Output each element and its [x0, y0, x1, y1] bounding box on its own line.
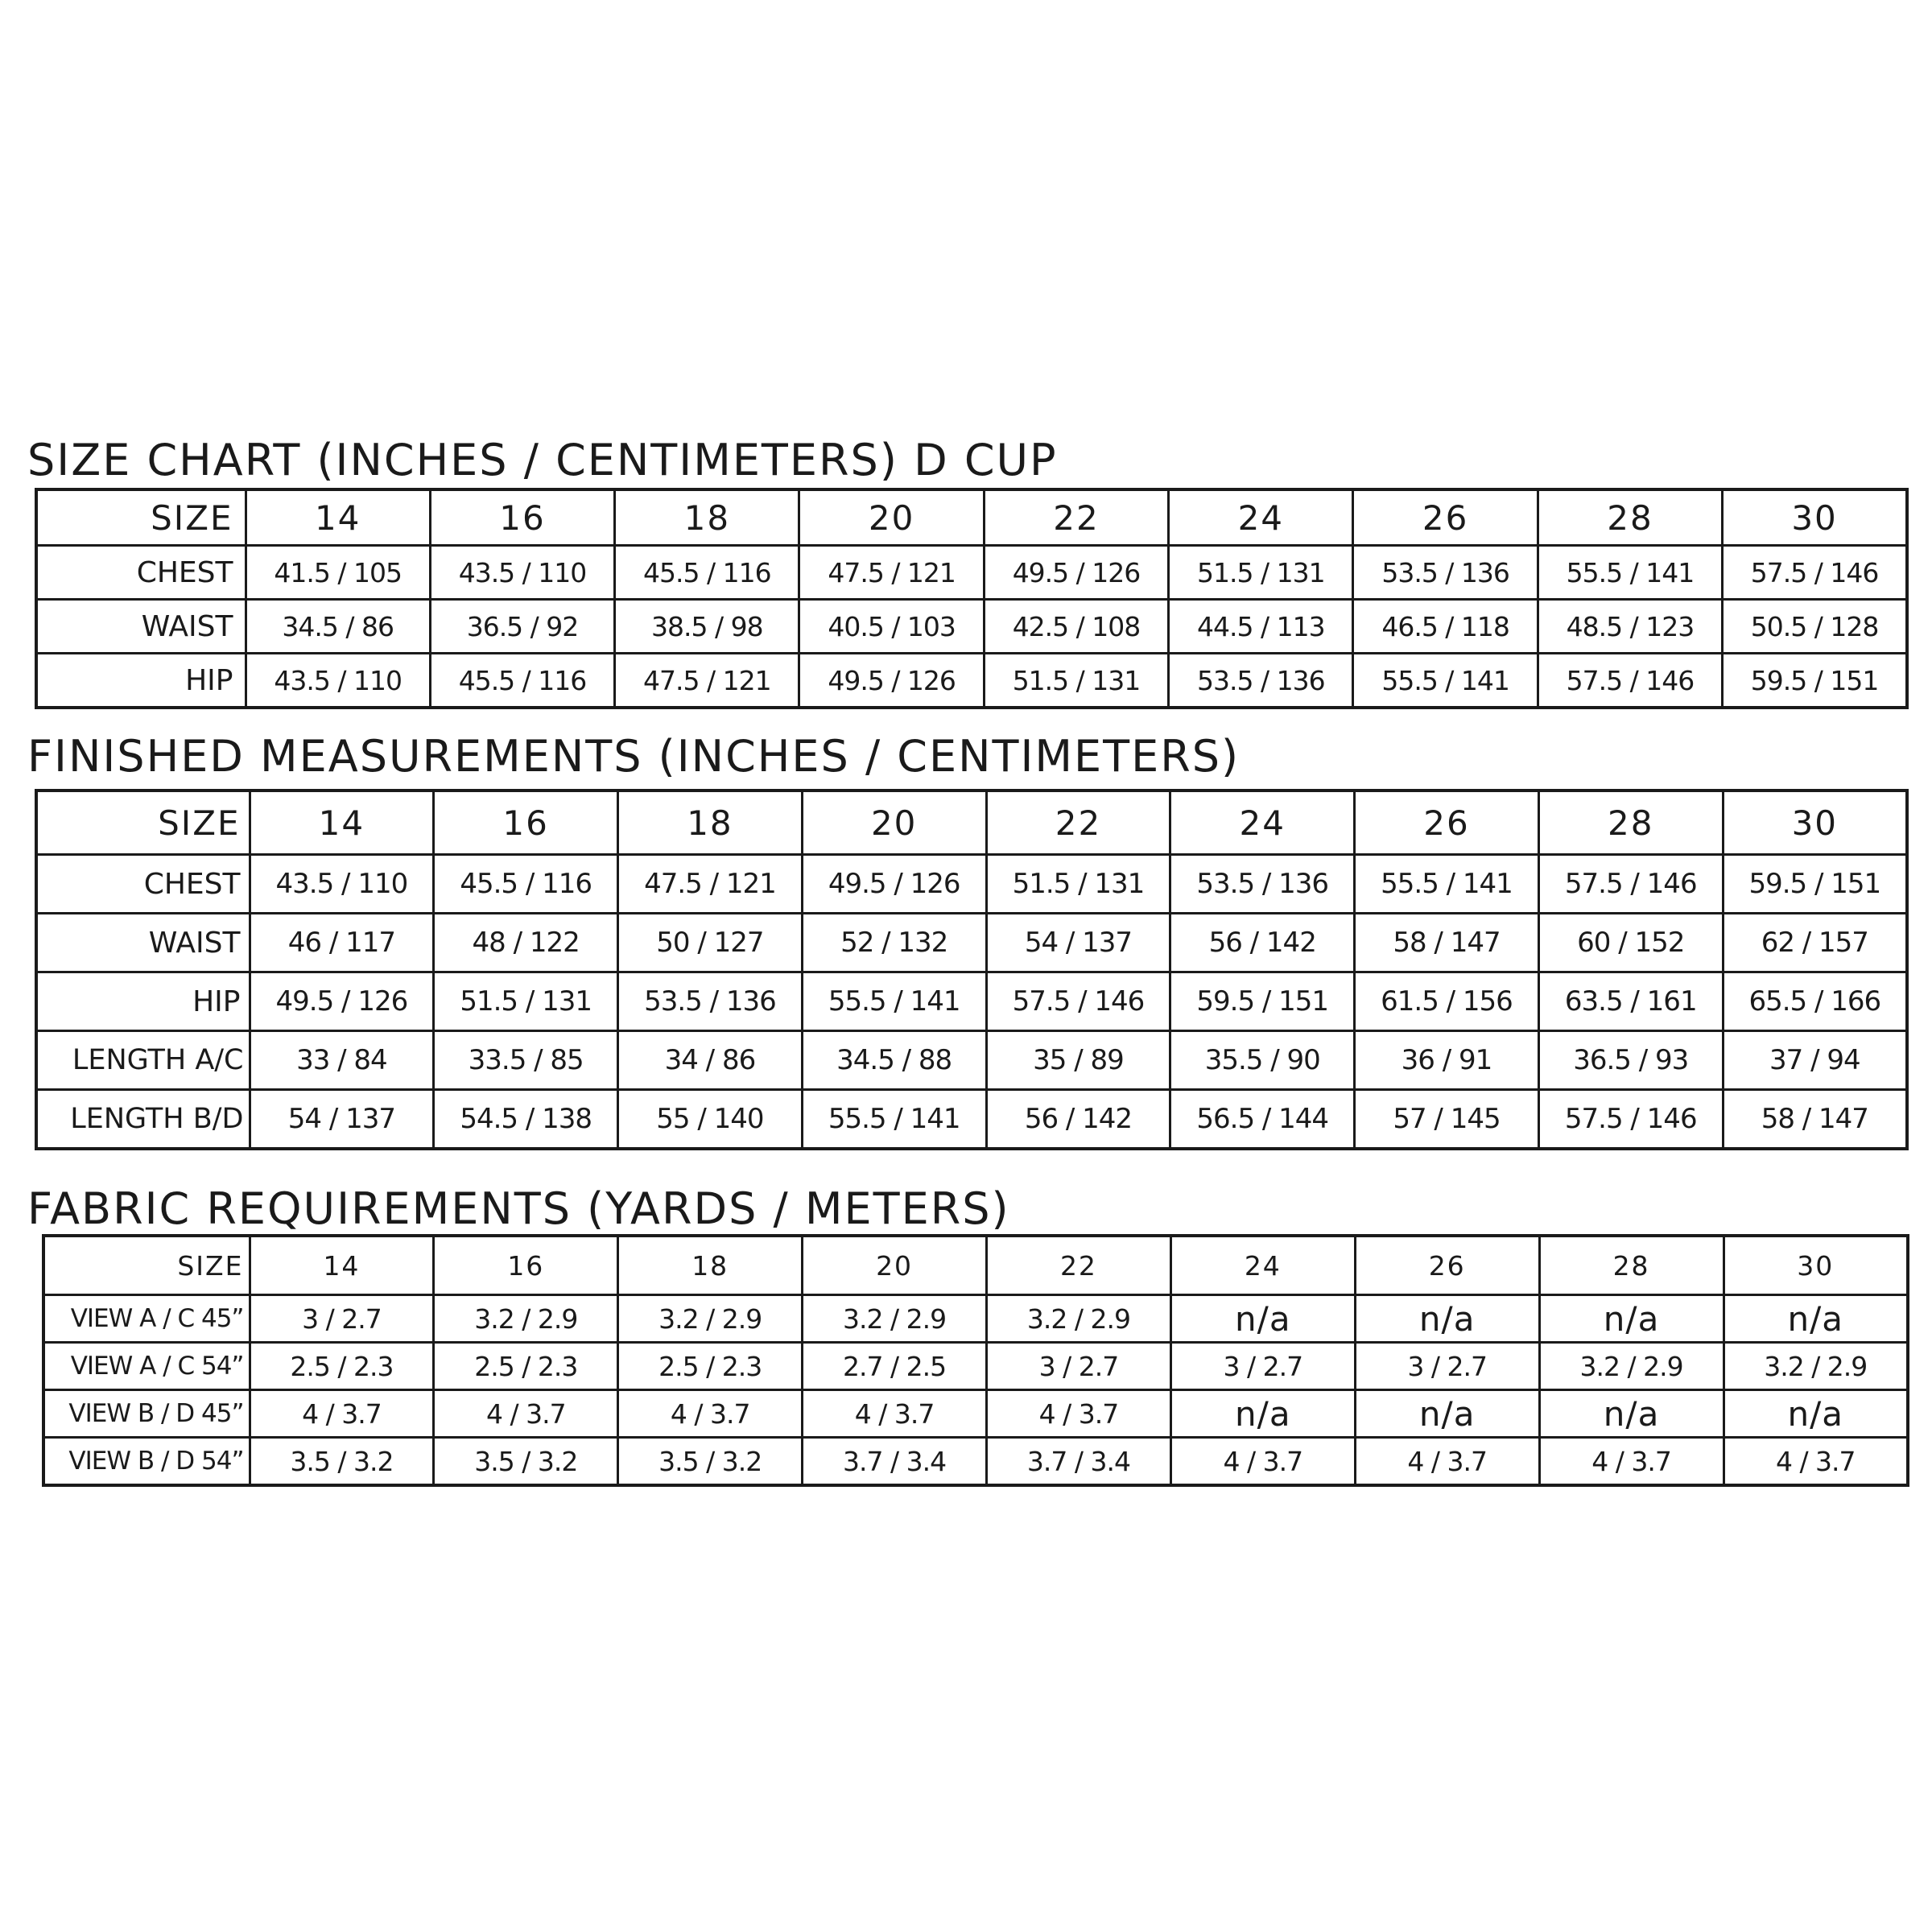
- table-cell: 2.7 / 2.5: [803, 1343, 987, 1390]
- table-cell: 58 / 147: [1355, 914, 1539, 972]
- table-cell: 58 / 147: [1723, 1090, 1907, 1150]
- table-cell: 54.5 / 138: [434, 1090, 618, 1150]
- row-label: CHEST: [36, 855, 250, 914]
- table-cell: 45.5 / 116: [434, 855, 618, 914]
- finished-header-label: SIZE: [36, 791, 250, 855]
- table-cell: 49.5 / 126: [802, 855, 986, 914]
- finished-row-length-bd: [36, 1090, 1907, 1150]
- table-cell: 3 / 2.7: [1355, 1343, 1539, 1390]
- table-cell: 50 / 127: [618, 914, 803, 972]
- finished-size: 22: [986, 791, 1170, 855]
- fabric-size: 24: [1170, 1236, 1355, 1295]
- row-label: VIEW A / C 45”: [43, 1295, 250, 1343]
- row-label: LENGTH A/C: [36, 1031, 250, 1090]
- table-cell: 4 / 3.7: [1170, 1438, 1355, 1486]
- table-cell: 56.5 / 144: [1170, 1090, 1355, 1150]
- table-cell: 35.5 / 90: [1170, 1031, 1355, 1090]
- row-label: LENGTH B/D: [36, 1090, 250, 1150]
- size-chart-table: [35, 488, 1909, 709]
- size-chart-size: 28: [1538, 489, 1722, 546]
- size-chart-size: 26: [1353, 489, 1538, 546]
- table-cell: 47.5 / 121: [615, 654, 799, 708]
- fabric-requirements-title: FABRIC REQUIREMENTS (YARDS / METERS): [27, 1183, 1010, 1234]
- size-chart-title: SIZE CHART (INCHES / CENTIMETERS) D CUP: [27, 435, 1058, 485]
- table-cell: 3.2 / 2.9: [1724, 1343, 1908, 1390]
- table-cell: 34 / 86: [618, 1031, 803, 1090]
- fabric-requirements-table: [42, 1234, 1909, 1487]
- table-cell: 3.5 / 3.2: [250, 1438, 434, 1486]
- table-cell: 47.5 / 121: [799, 546, 984, 600]
- fabric-row-view-ac-45: [43, 1295, 1908, 1343]
- table-cell: 44.5 / 113: [1169, 600, 1353, 654]
- table-cell: 53.5 / 136: [1170, 855, 1355, 914]
- table-cell: 3.2 / 2.9: [803, 1295, 987, 1343]
- table-cell: 55.5 / 141: [1353, 654, 1538, 708]
- table-cell: 61.5 / 156: [1355, 972, 1539, 1031]
- table-cell: 3.7 / 3.4: [803, 1438, 987, 1486]
- finished-size: 26: [1355, 791, 1539, 855]
- table-cell: 40.5 / 103: [799, 600, 984, 654]
- table-cell: 3.2 / 2.9: [618, 1295, 803, 1343]
- table-cell: n/a: [1355, 1390, 1539, 1438]
- finished-size: 16: [434, 791, 618, 855]
- fabric-size: 16: [434, 1236, 618, 1295]
- table-cell: 4 / 3.7: [434, 1390, 618, 1438]
- table-cell: 4 / 3.7: [1724, 1438, 1908, 1486]
- row-label: VIEW B / D 54”: [43, 1438, 250, 1486]
- table-cell: 3.5 / 3.2: [618, 1438, 803, 1486]
- size-chart-row-hip: [36, 654, 1907, 708]
- table-cell: 55.5 / 141: [1355, 855, 1539, 914]
- table-cell: 48.5 / 123: [1538, 600, 1722, 654]
- table-cell: 42.5 / 108: [984, 600, 1168, 654]
- finished-measurements-table: [35, 789, 1909, 1150]
- table-cell: 41.5 / 105: [246, 546, 430, 600]
- size-chart-row-chest: [36, 546, 1907, 600]
- table-cell: 36.5 / 92: [430, 600, 614, 654]
- finished-size: 30: [1723, 791, 1907, 855]
- table-cell: 35 / 89: [986, 1031, 1170, 1090]
- table-cell: 4 / 3.7: [1539, 1438, 1724, 1486]
- table-cell: 55.5 / 141: [802, 1090, 986, 1150]
- fabric-size: 22: [987, 1236, 1171, 1295]
- table-cell: 56 / 142: [1170, 914, 1355, 972]
- table-cell: 57.5 / 146: [986, 972, 1170, 1031]
- table-cell: 4 / 3.7: [987, 1390, 1171, 1438]
- size-chart-size: 14: [246, 489, 430, 546]
- size-chart-size: 18: [615, 489, 799, 546]
- table-cell: 37 / 94: [1723, 1031, 1907, 1090]
- fabric-header-label: SIZE: [43, 1236, 250, 1295]
- fabric-size: 28: [1539, 1236, 1724, 1295]
- table-cell: 57.5 / 146: [1538, 1090, 1723, 1150]
- table-cell: 46 / 117: [250, 914, 434, 972]
- finished-measurements-title: FINISHED MEASUREMENTS (INCHES / CENTIMETERS): [27, 731, 1241, 782]
- table-cell: n/a: [1539, 1390, 1724, 1438]
- table-cell: 63.5 / 161: [1538, 972, 1723, 1031]
- table-cell: 4 / 3.7: [250, 1390, 434, 1438]
- table-cell: 48 / 122: [434, 914, 618, 972]
- table-cell: 59.5 / 151: [1170, 972, 1355, 1031]
- table-cell: 52 / 132: [802, 914, 986, 972]
- table-cell: 33 / 84: [250, 1031, 434, 1090]
- table-cell: 51.5 / 131: [1169, 546, 1353, 600]
- table-cell: n/a: [1170, 1390, 1355, 1438]
- row-label: CHEST: [36, 546, 246, 600]
- table-cell: 3.2 / 2.9: [987, 1295, 1171, 1343]
- row-label: HIP: [36, 972, 250, 1031]
- table-cell: 53.5 / 136: [1169, 654, 1353, 708]
- table-cell: 55 / 140: [618, 1090, 803, 1150]
- finished-size: 14: [250, 791, 434, 855]
- finished-size: 24: [1170, 791, 1355, 855]
- table-cell: 4 / 3.7: [1355, 1438, 1539, 1486]
- table-cell: 59.5 / 151: [1723, 654, 1907, 708]
- finished-header-row: [36, 791, 1907, 855]
- table-cell: 3 / 2.7: [1170, 1343, 1355, 1390]
- size-chart-header-row: [36, 489, 1907, 546]
- table-cell: n/a: [1724, 1390, 1908, 1438]
- row-label: HIP: [36, 654, 246, 708]
- table-cell: n/a: [1355, 1295, 1539, 1343]
- fabric-size: 26: [1355, 1236, 1539, 1295]
- table-cell: 3 / 2.7: [250, 1295, 434, 1343]
- table-cell: 36 / 91: [1355, 1031, 1539, 1090]
- size-chart-row-waist: [36, 600, 1907, 654]
- table-cell: 54 / 137: [986, 914, 1170, 972]
- fabric-row-view-bd-45: [43, 1390, 1908, 1438]
- table-cell: n/a: [1724, 1295, 1908, 1343]
- row-label: VIEW A / C 54”: [43, 1343, 250, 1390]
- size-chart-size: 30: [1723, 489, 1907, 546]
- size-chart-size: 20: [799, 489, 984, 546]
- table-cell: 57.5 / 146: [1538, 654, 1722, 708]
- fabric-size: 30: [1724, 1236, 1908, 1295]
- table-cell: 3.7 / 3.4: [987, 1438, 1171, 1486]
- table-cell: 55.5 / 141: [802, 972, 986, 1031]
- table-cell: 2.5 / 2.3: [250, 1343, 434, 1390]
- table-cell: 38.5 / 98: [615, 600, 799, 654]
- table-cell: 56 / 142: [986, 1090, 1170, 1150]
- finished-row-waist: [36, 914, 1907, 972]
- row-label: WAIST: [36, 914, 250, 972]
- table-cell: 55.5 / 141: [1538, 546, 1722, 600]
- finished-size: 20: [802, 791, 986, 855]
- table-cell: 3 / 2.7: [987, 1343, 1171, 1390]
- finished-size: 28: [1538, 791, 1723, 855]
- finished-size: 18: [618, 791, 803, 855]
- size-chart-header-label: SIZE: [36, 489, 246, 546]
- table-cell: 65.5 / 166: [1723, 972, 1907, 1031]
- table-cell: 45.5 / 116: [615, 546, 799, 600]
- table-cell: 50.5 / 128: [1723, 600, 1907, 654]
- table-cell: 49.5 / 126: [984, 546, 1168, 600]
- fabric-header-row: [43, 1236, 1908, 1295]
- table-cell: 43.5 / 110: [246, 654, 430, 708]
- table-cell: 51.5 / 131: [986, 855, 1170, 914]
- size-chart-size: 24: [1169, 489, 1353, 546]
- table-cell: 3.5 / 3.2: [434, 1438, 618, 1486]
- table-cell: 43.5 / 110: [430, 546, 614, 600]
- table-cell: 51.5 / 131: [434, 972, 618, 1031]
- size-chart-size: 22: [984, 489, 1168, 546]
- finished-row-chest: [36, 855, 1907, 914]
- table-cell: 57.5 / 146: [1723, 546, 1907, 600]
- table-cell: 53.5 / 136: [618, 972, 803, 1031]
- table-cell: 59.5 / 151: [1723, 855, 1907, 914]
- table-cell: 45.5 / 116: [430, 654, 614, 708]
- row-label: WAIST: [36, 600, 246, 654]
- finished-row-hip: [36, 972, 1907, 1031]
- table-cell: 34.5 / 88: [802, 1031, 986, 1090]
- table-cell: 33.5 / 85: [434, 1031, 618, 1090]
- table-cell: 53.5 / 136: [1353, 546, 1538, 600]
- table-cell: 2.5 / 2.3: [434, 1343, 618, 1390]
- row-label: VIEW B / D 45”: [43, 1390, 250, 1438]
- table-cell: 4 / 3.7: [803, 1390, 987, 1438]
- table-cell: 60 / 152: [1538, 914, 1723, 972]
- fabric-row-view-ac-54: [43, 1343, 1908, 1390]
- table-cell: 34.5 / 86: [246, 600, 430, 654]
- size-chart-size: 16: [430, 489, 614, 546]
- table-cell: 57 / 145: [1355, 1090, 1539, 1150]
- table-cell: 51.5 / 131: [984, 654, 1168, 708]
- fabric-size: 18: [618, 1236, 803, 1295]
- table-cell: 54 / 137: [250, 1090, 434, 1150]
- table-cell: 47.5 / 121: [618, 855, 803, 914]
- fabric-size: 20: [803, 1236, 987, 1295]
- fabric-row-view-bd-54: [43, 1438, 1908, 1486]
- table-cell: 3.2 / 2.9: [1539, 1343, 1724, 1390]
- table-cell: 4 / 3.7: [618, 1390, 803, 1438]
- table-cell: n/a: [1170, 1295, 1355, 1343]
- table-cell: 3.2 / 2.9: [434, 1295, 618, 1343]
- table-cell: 49.5 / 126: [799, 654, 984, 708]
- table-cell: 57.5 / 146: [1538, 855, 1723, 914]
- table-cell: 43.5 / 110: [250, 855, 434, 914]
- table-cell: 49.5 / 126: [250, 972, 434, 1031]
- fabric-size: 14: [250, 1236, 434, 1295]
- table-cell: 46.5 / 118: [1353, 600, 1538, 654]
- table-cell: n/a: [1539, 1295, 1724, 1343]
- table-cell: 62 / 157: [1723, 914, 1907, 972]
- table-cell: 36.5 / 93: [1538, 1031, 1723, 1090]
- finished-row-length-ac: [36, 1031, 1907, 1090]
- table-cell: 2.5 / 2.3: [618, 1343, 803, 1390]
